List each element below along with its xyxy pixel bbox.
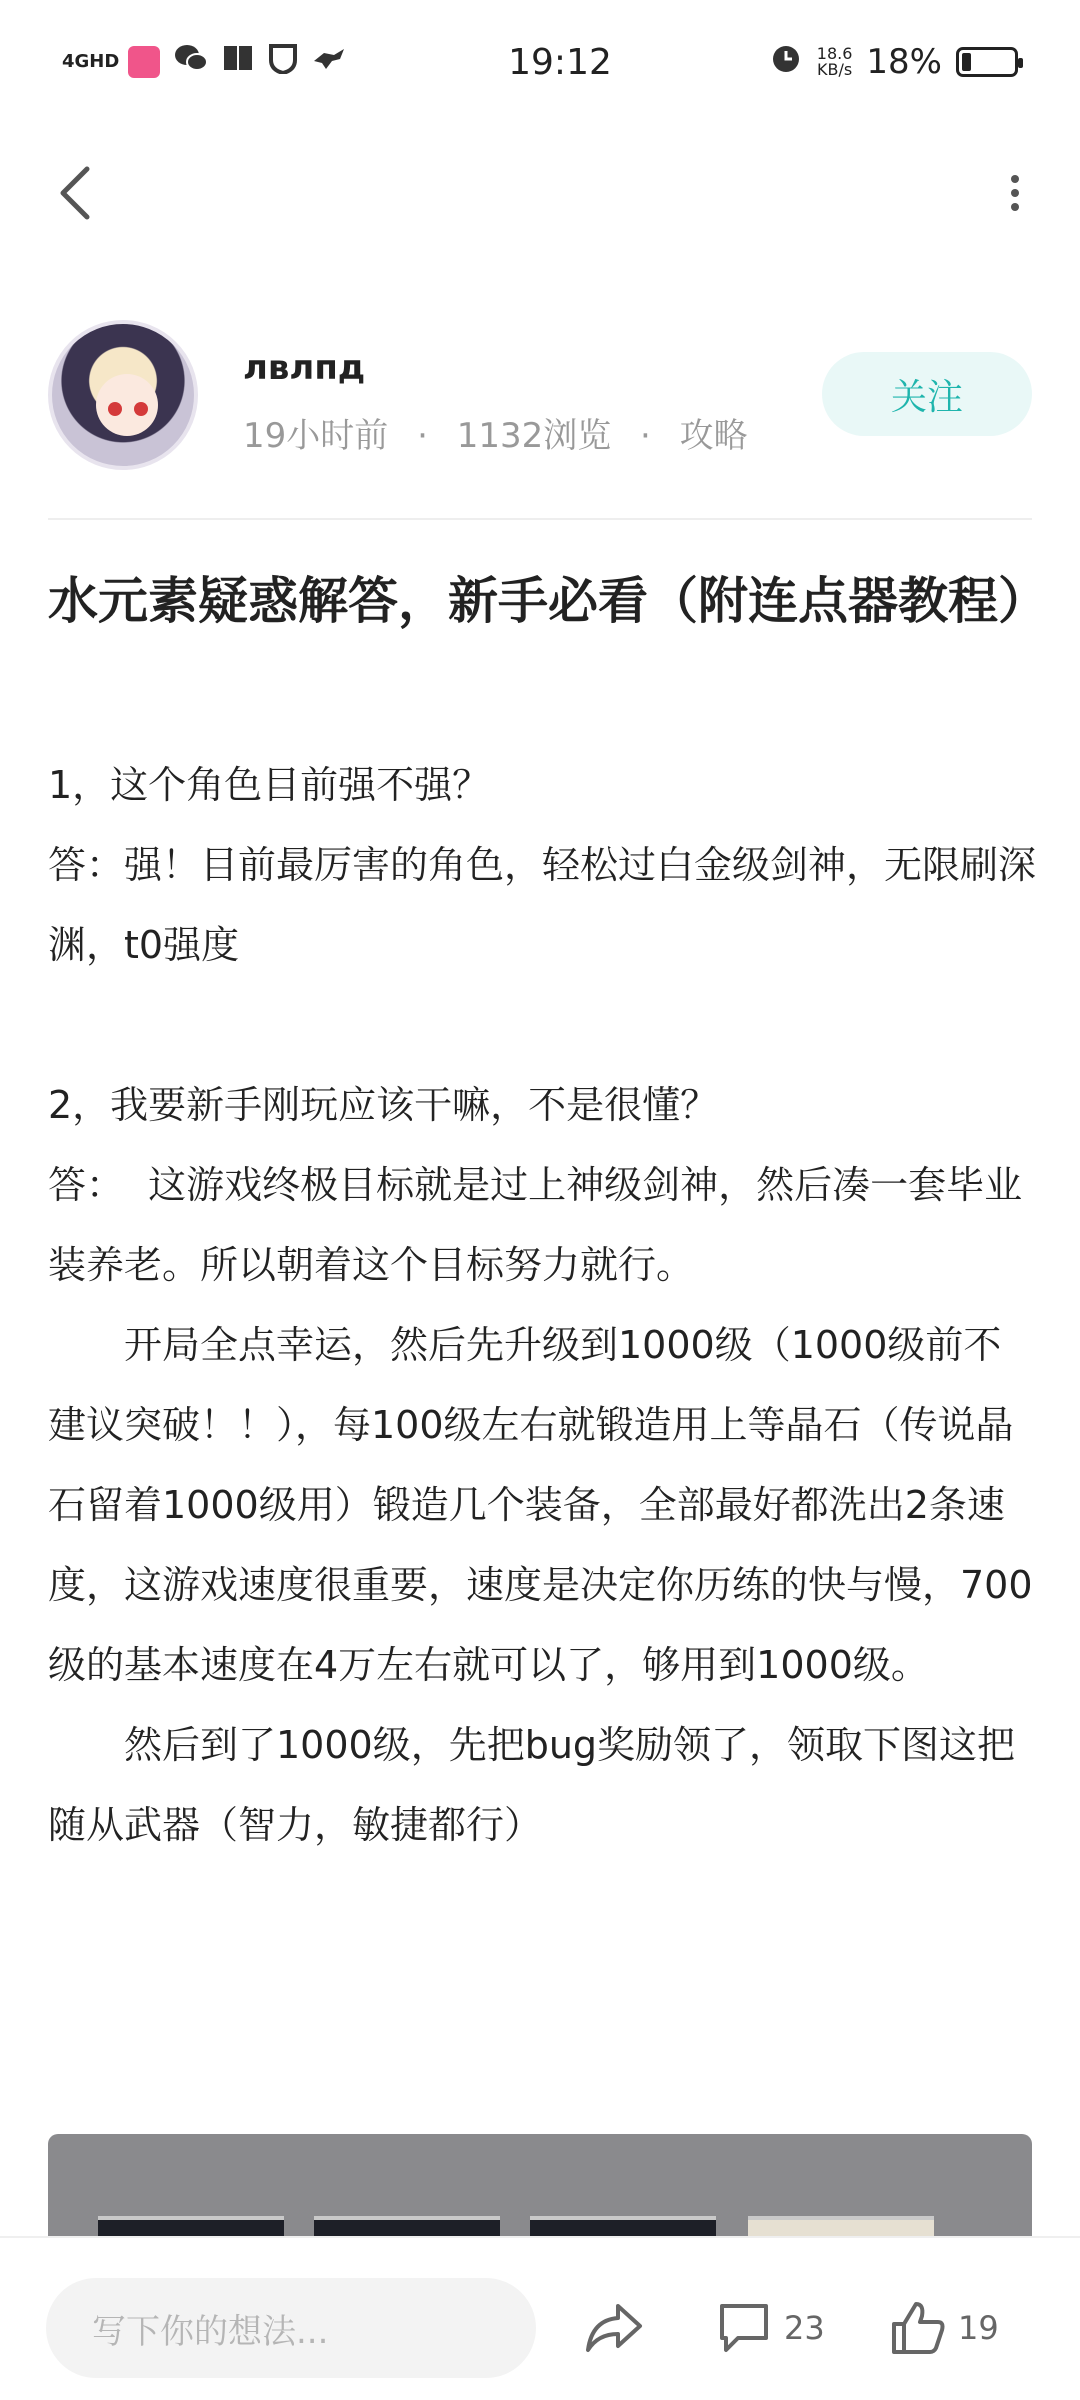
net-speed bbox=[817, 46, 853, 78]
author-name[interactable]: лвлпд bbox=[243, 348, 366, 388]
paragraph: 2，我要新手刚玩应该干嘛，不是很懂？ bbox=[48, 1083, 719, 1127]
more-options-button[interactable] bbox=[980, 158, 1050, 228]
status-left bbox=[62, 42, 482, 83]
paragraph: 开局全点幸运，然后先升级到1000级（1000级前不建议突破！！），每100级左右就锻造用上等晶石（传说晶石留着1000级用）锻造几个装备，全部最好都洗出2条速度，这游戏速度很重要，速度是决定你历练的快与慢，700级的基本速度在4万左右就可以了，够用到1000级。 bbox=[48, 1323, 1033, 1687]
view-count: 1132浏览 bbox=[456, 416, 612, 456]
battery-icon bbox=[956, 47, 1018, 77]
share-icon bbox=[584, 2300, 644, 2356]
horse-icon bbox=[312, 42, 346, 82]
avatar-eye-right bbox=[134, 402, 148, 416]
blank-line bbox=[48, 985, 1038, 1065]
article-body bbox=[48, 745, 1038, 1865]
avatar-face bbox=[96, 374, 158, 436]
paragraph: 然后到了1000级，先把bug奖励领了，领取下图这把随从武器（智力，敏捷都行） bbox=[48, 1723, 1016, 1847]
net-speed-unit: KB/s bbox=[817, 60, 853, 79]
network-indicator: 4GHD bbox=[62, 51, 120, 72]
meta-separator: · bbox=[640, 416, 651, 456]
avatar-eye-left bbox=[108, 402, 122, 416]
battery-fill bbox=[962, 53, 971, 71]
share-button[interactable] bbox=[584, 2286, 644, 2370]
battery-percent: 18% bbox=[866, 42, 942, 82]
back-button[interactable] bbox=[40, 158, 110, 228]
post-category[interactable]: 攻略 bbox=[679, 416, 748, 456]
comment-count: 23 bbox=[784, 2309, 825, 2347]
comment-icon bbox=[716, 2300, 772, 2356]
bottom-action-bar bbox=[0, 2236, 1080, 2400]
book-icon bbox=[222, 42, 254, 82]
lofter-app-icon bbox=[128, 46, 160, 78]
like-button[interactable] bbox=[890, 2286, 999, 2370]
net-speed-value: 18.6 bbox=[816, 44, 853, 63]
status-right bbox=[698, 41, 1018, 84]
divider bbox=[48, 518, 1032, 520]
post-meta bbox=[243, 408, 766, 457]
paragraph: 答： 这游戏终极目标就是过上神级剑神，然后凑一套毕业装养老。所以朝着这个目标努力就行。 bbox=[48, 1163, 1023, 1287]
paragraph: 1，这个角色目前强不强？ bbox=[48, 763, 491, 807]
more-vertical-icon bbox=[1009, 173, 1021, 213]
follow-button[interactable]: 关注 bbox=[822, 352, 1032, 436]
status-bar bbox=[0, 0, 1080, 124]
avatar[interactable] bbox=[48, 320, 198, 470]
paragraph: 答：强！目前最厉害的角色，轻松过白金级剑神，无限刷深渊，t0强度 bbox=[48, 843, 1037, 967]
thumbs-up-icon bbox=[890, 2300, 946, 2356]
clock: 19:12 bbox=[508, 41, 612, 83]
chevron-left-icon bbox=[55, 165, 95, 221]
wechat-icon bbox=[174, 42, 208, 83]
comment-button[interactable] bbox=[716, 2286, 825, 2370]
alarm-icon bbox=[769, 41, 803, 84]
meta-separator: · bbox=[417, 416, 428, 456]
app-bar bbox=[0, 140, 1080, 250]
like-count: 19 bbox=[958, 2309, 999, 2347]
post-time: 19小时前 bbox=[243, 416, 389, 456]
shield-icon bbox=[268, 42, 298, 83]
author-row bbox=[48, 320, 1032, 470]
comment-input[interactable]: 写下你的想法... bbox=[46, 2278, 536, 2378]
article-title: 水元素疑惑解答，新手必看（附连点器教程） bbox=[48, 572, 1048, 630]
